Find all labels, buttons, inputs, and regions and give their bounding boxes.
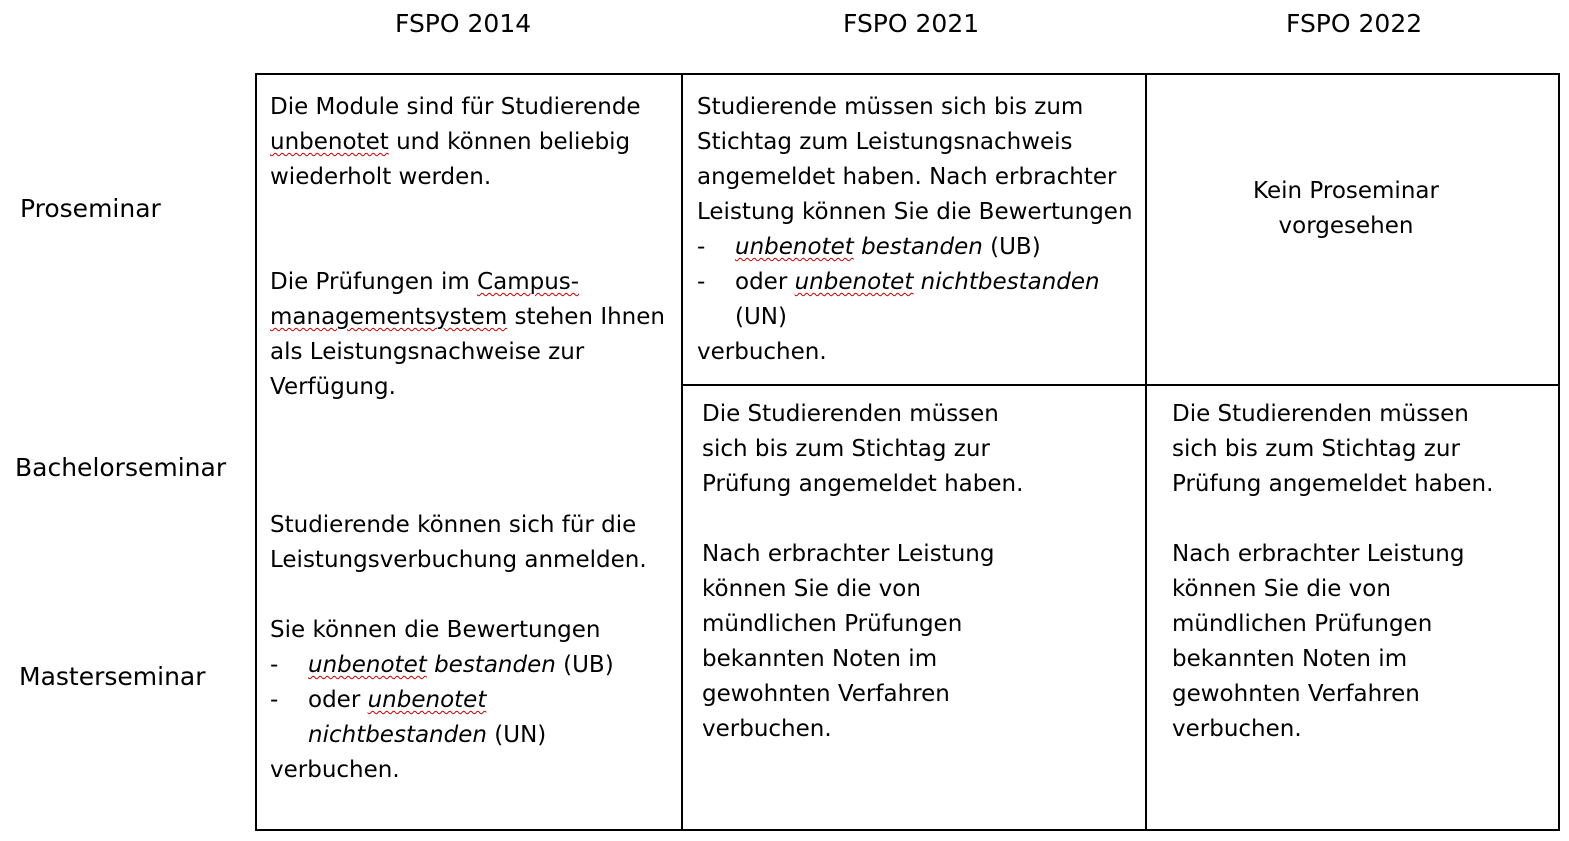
text-line: Leistung können Sie die Bewertungen xyxy=(697,199,1133,225)
text-line: Prüfung angemeldet haben. xyxy=(702,471,1024,497)
cell-fspo-2022-proseminar xyxy=(1147,174,1545,244)
text-line: Sie können die Bewertungen xyxy=(270,617,601,643)
text-line: Studierende können sich für die xyxy=(270,512,637,538)
column-header-fspo-2014: FSPO 2014 xyxy=(395,9,532,38)
text-line: verbuchen. xyxy=(1172,716,1302,742)
text-line: sich bis zum Stichtag zur xyxy=(702,436,990,462)
text-line: Die Prüfungen im Campus- xyxy=(270,269,580,295)
text-line: angemeldet haben. Nach erbrachter xyxy=(697,164,1117,190)
text-line: Studierende müssen sich bis zum xyxy=(697,94,1084,120)
text-line: mündlichen Prüfungen xyxy=(1172,611,1433,637)
cell-fspo-2022-seminar xyxy=(1172,397,1493,747)
column-header-fspo-2021: FSPO 2021 xyxy=(843,9,980,38)
text-line: Verfügung. xyxy=(270,374,396,400)
text-line: Die Studierenden müssen xyxy=(702,401,999,427)
text-line: Prüfung angemeldet haben. xyxy=(1172,471,1494,497)
spellcheck-word: unbenotet xyxy=(367,687,487,713)
text-line: gewohnten Verfahren xyxy=(1172,681,1420,707)
text-line: vorgesehen xyxy=(1278,213,1414,239)
table-border-bottom xyxy=(255,829,1560,831)
cell-fspo-2014-lower xyxy=(270,508,647,788)
text-line: nichtbestanden (UN) xyxy=(308,722,547,748)
spellcheck-word: unbenotet xyxy=(270,129,389,155)
text-line: sich bis zum Stichtag zur xyxy=(1172,436,1460,462)
spellcheck-word: managementsystem xyxy=(270,304,508,330)
text-line: Nach erbrachter Leistung xyxy=(702,541,995,567)
spellcheck-word: Campus- xyxy=(477,269,580,295)
spellcheck-word: unbenotet xyxy=(735,234,854,260)
text-line: (UN) xyxy=(735,304,787,330)
text-line: Nach erbrachter Leistung xyxy=(1172,541,1465,567)
text-line: Die Studierenden müssen xyxy=(1172,401,1469,427)
text-line: bekannten Noten im xyxy=(702,646,938,672)
bullet-item: - oder unbenotet xyxy=(270,687,487,713)
bullet-item: - unbenotet bestanden (UB) xyxy=(697,234,1041,260)
row-label-bachelorseminar: Bachelorseminar xyxy=(15,453,227,482)
table-divider-col-1 xyxy=(681,73,683,831)
bullet-item: - unbenotet bestanden (UB) xyxy=(270,652,614,678)
cell-fspo-2021-seminar xyxy=(702,397,1023,747)
bullet-item: - oder unbenotet nichtbestanden xyxy=(697,269,1100,295)
table-divider-row xyxy=(681,384,1560,386)
text-line: verbuchen. xyxy=(697,339,827,365)
row-label-masterseminar: Masterseminar xyxy=(19,662,206,691)
text-line: verbuchen. xyxy=(270,757,400,783)
cell-fspo-2021-proseminar xyxy=(697,90,1133,370)
text-line: wiederholt werden. xyxy=(270,164,492,190)
spellcheck-word: unbenotet xyxy=(308,652,427,678)
text-line: Kein Proseminar xyxy=(1253,178,1439,204)
row-label-proseminar: Proseminar xyxy=(20,194,161,223)
text-line: unbenotet und können beliebig xyxy=(270,129,631,155)
text-line: mündlichen Prüfungen xyxy=(702,611,963,637)
table-border-left xyxy=(255,73,257,831)
table-border-top xyxy=(255,73,1560,75)
column-header-fspo-2022: FSPO 2022 xyxy=(1286,9,1423,38)
spellcheck-word: unbenotet xyxy=(794,269,914,295)
text-line: managementsystem stehen Ihnen xyxy=(270,304,665,330)
text-line: Die Module sind für Studierende xyxy=(270,94,641,120)
text-line: können Sie die von xyxy=(1172,576,1391,602)
cell-fspo-2014 xyxy=(270,90,665,405)
text-line: Stichtag zum Leistungsnachweis xyxy=(697,129,1073,155)
text-line: können Sie die von xyxy=(702,576,921,602)
text-line: bekannten Noten im xyxy=(1172,646,1408,672)
text-line: Leistungsverbuchung anmelden. xyxy=(270,547,647,573)
table-border-right xyxy=(1558,73,1560,831)
text-line: gewohnten Verfahren xyxy=(702,681,950,707)
text-line: verbuchen. xyxy=(702,716,832,742)
text-line: als Leistungsnachweise zur xyxy=(270,339,585,365)
